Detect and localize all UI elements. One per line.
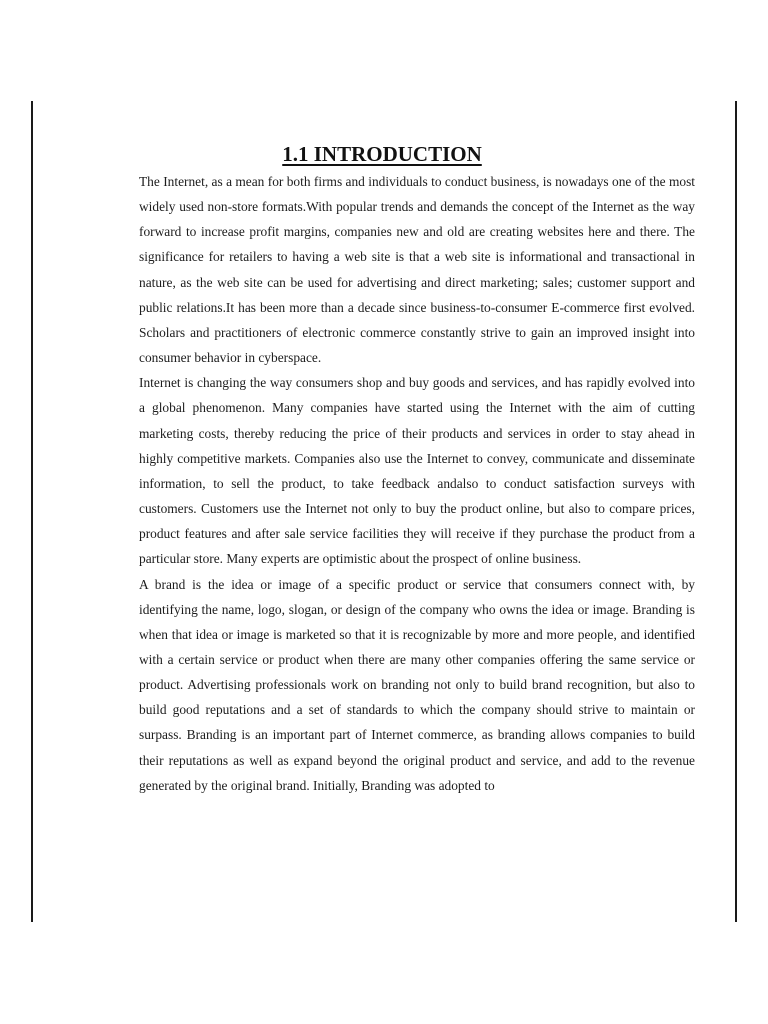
paragraph-branding: A brand is the idea or image of a specific product or service that consumers connect with, by identifying the name, logo, slogan, or design of the company who owns the idea or image. Branding is when that idea or image is marketed so that it is recognizable by more and more people, and identified with a certain service or product when there are many other companies offering the same service or product. Advertising professionals work on branding not only to build brand recognition, but also to build good reputations and a set of standards to which the company should strive to maintain or surpass. Branding is an important part of Internet commerce, as branding allows companies to build their reputations as well as expand beyond the original product and service, and add to the revenue generated by the original brand. Initially, Branding was adopted to (139, 576, 695, 793)
section-heading-text: 1.1 INTRODUCTION (282, 142, 482, 166)
paragraph-internet-overview: The Internet, as a mean for both firms and individuals to conduct business, is nowadays one of the most widely used non-store formats.With popular trends and demands the concept of the Internet as the way forward to increase profit margins, companies new and old are creating websites here and there. The significance for retailers to having a web site is that a web site is informational and transactional in nature, as the web site can be used for advertising and direct marketing; sales; customer support and public relations.It has been more than a decade since business-to-consumer E-commerce first evolved. Scholars and practitioners of electronic commerce constantly strive to gain an improved insight into consumer behavior in cyberspace. (139, 174, 695, 366)
body-text (139, 169, 695, 798)
paragraph-internet-shopping: Internet is changing the way consumers shop and buy goods and services, and has rapidly evolved into a global phenomenon. Many companies have started using the Internet with the aim of cutting marketing costs, thereby reducing the price of their products and services in order to stay ahead in highly competitive markets. Companies also use the Internet to convey, communicate and disseminate information, to sell the product, to take feedback andalso to conduct satisfaction surveys with customers. Customers use the Internet not only to buy the product online, but also to compare prices, product features and after sale service facilities they will receive if they purchase the product from a particular store. Many experts are optimistic about the prospect of online business. (139, 375, 695, 567)
section-heading (0, 132, 768, 169)
page-border-right (735, 101, 737, 922)
page-border-left (31, 101, 33, 922)
